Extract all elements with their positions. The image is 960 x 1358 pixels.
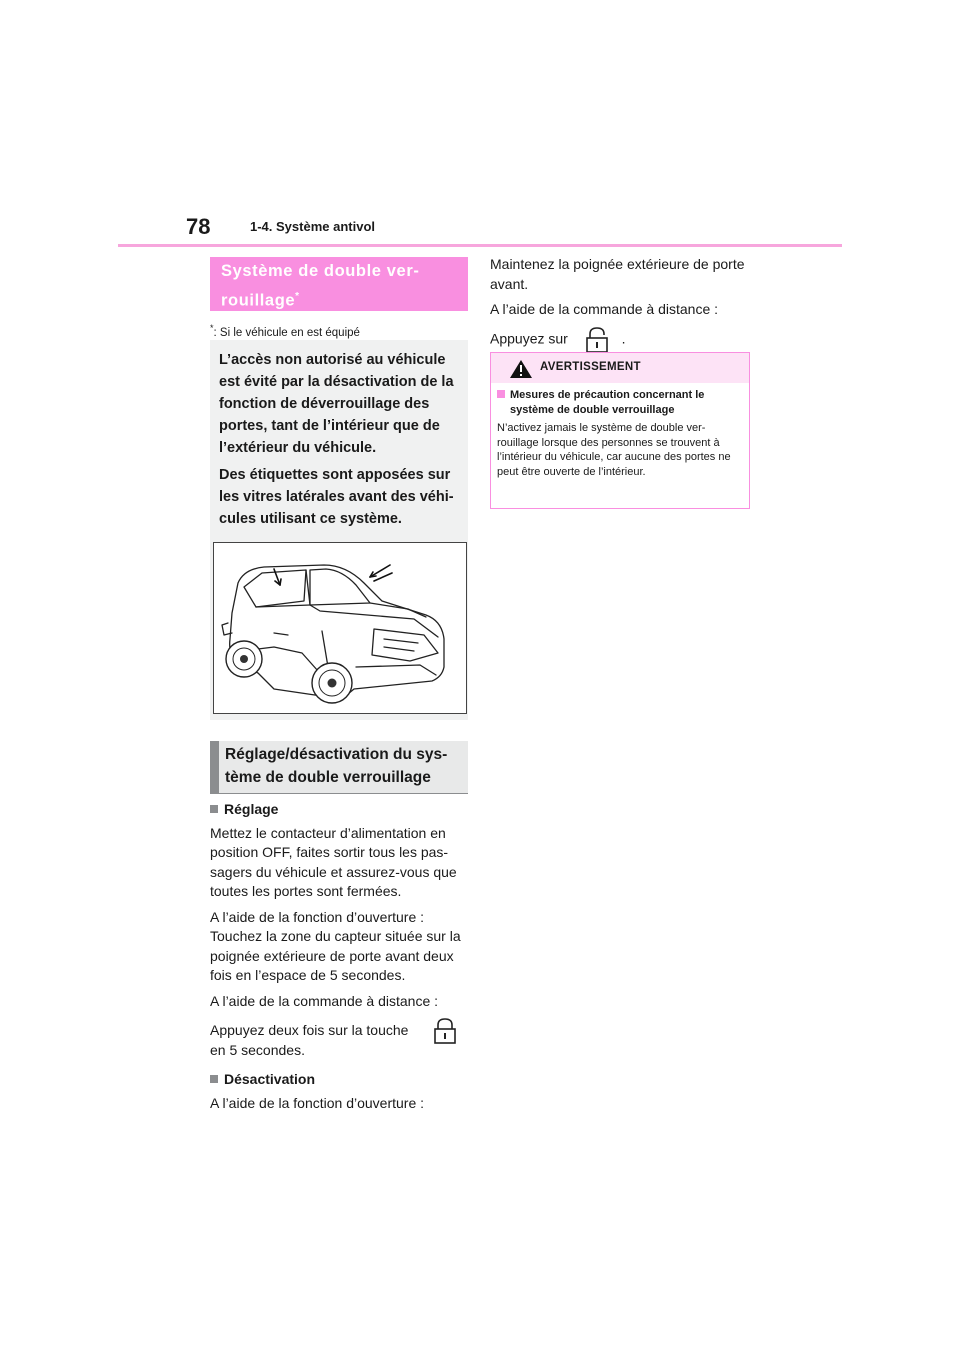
warning-heading-text: Mesures de précaution concernant le système de double verrouillage: [510, 389, 705, 416]
intro-text: [219, 349, 465, 535]
desactivation-paragraph-4b: .: [621, 330, 626, 347]
warning-box: [490, 352, 750, 509]
section-reference: 1-4. Système antivol: [250, 219, 375, 234]
reglage-paragraph-4b: en 5 secondes.: [210, 1041, 305, 1058]
square-bullet-icon: [497, 390, 505, 398]
desactivation-subheading-label: Désactivation: [224, 1071, 316, 1087]
vehicle-figure: [213, 542, 467, 714]
reglage-paragraph-4: [210, 1021, 466, 1060]
desactivation-paragraph-2: Maintenez la poignée extérieure de porte avant.: [490, 256, 745, 292]
desactivation-paragraph-1: A l’aide de la fonction d’ouverture :: [210, 1094, 425, 1111]
intro-box: [210, 340, 468, 720]
square-bullet-icon: [210, 1075, 218, 1083]
heading-line2: rouillage: [221, 291, 296, 310]
lock-icon: [432, 1017, 458, 1045]
desactivation-subheading: [210, 1070, 466, 1090]
warning-header: [491, 353, 749, 383]
header-divider: [118, 244, 842, 247]
footnote-text: : Si le véhicule en est équipé: [213, 326, 360, 339]
section-heading-settings: [210, 741, 468, 794]
warning-text: N’activez jamais le système de double ver-rouillage lorsque des personnes se trouvent à l’intérieur du véhicule, car aucune des portes ne peut être ouverte de l’intérieur.: [497, 422, 731, 478]
warning-triangle-icon: [509, 359, 533, 379]
reglage-paragraph-1: Mettez le contacteur d’alimentation en position OFF, faites sortir tous les pas-sagers du véhicule et assurez-vous que toutes les portes sont fermées.: [210, 824, 457, 899]
section-heading-double-lock: [210, 257, 468, 311]
suv-vehicle-illustration: [214, 543, 466, 713]
page-number: 78: [186, 214, 211, 239]
settings-heading-line2: tème de double verrouillage: [225, 769, 431, 786]
reglage-paragraph-3: A l’aide de la commande à distance :: [210, 992, 439, 1009]
intro-paragraph-1: L’accès non autorisé au véhicule est évité par la désactivation de la fonction de déverrouillage des portes, tant de l’intérieur que de l’extérieur du véhicule.: [219, 352, 454, 456]
reglage-subheading-label: Réglage: [224, 801, 279, 817]
warning-heading: [497, 388, 743, 417]
unlock-icon: [584, 326, 610, 354]
settings-heading-line1: Réglage/désactivation du sys-: [225, 746, 448, 763]
square-bullet-icon: [210, 805, 218, 813]
footnote-mark: *: [210, 323, 214, 333]
intro-paragraph-2: Des étiquettes sont apposées sur les vitres latérales avant des véhi-cules utilisant ce système.: [219, 467, 454, 527]
desactivation-paragraph-3: A l’aide de la commande à distance :: [490, 301, 719, 317]
reglage-paragraph-4a: Appuyez deux fois sur la touche: [210, 1022, 409, 1038]
warning-title: AVERTISSEMENT: [540, 361, 641, 373]
desactivation-paragraph-4: [490, 326, 750, 354]
left-column-text: [210, 800, 466, 1119]
warning-body: [491, 383, 749, 479]
heading-line1: Système de double ver-: [221, 262, 420, 280]
right-column-text: [490, 255, 750, 360]
heading-asterisk: *: [295, 291, 300, 302]
equipment-footnote: [210, 323, 360, 339]
desactivation-paragraph-4a: Appuyez sur: [490, 330, 568, 347]
reglage-paragraph-2: A l’aide de la fonction d’ouverture : Touchez la zone du capteur située sur la poignée extérieure de porte avant deux fois en l’espace de 5 secondes.: [210, 908, 461, 983]
reglage-subheading: [210, 800, 466, 820]
